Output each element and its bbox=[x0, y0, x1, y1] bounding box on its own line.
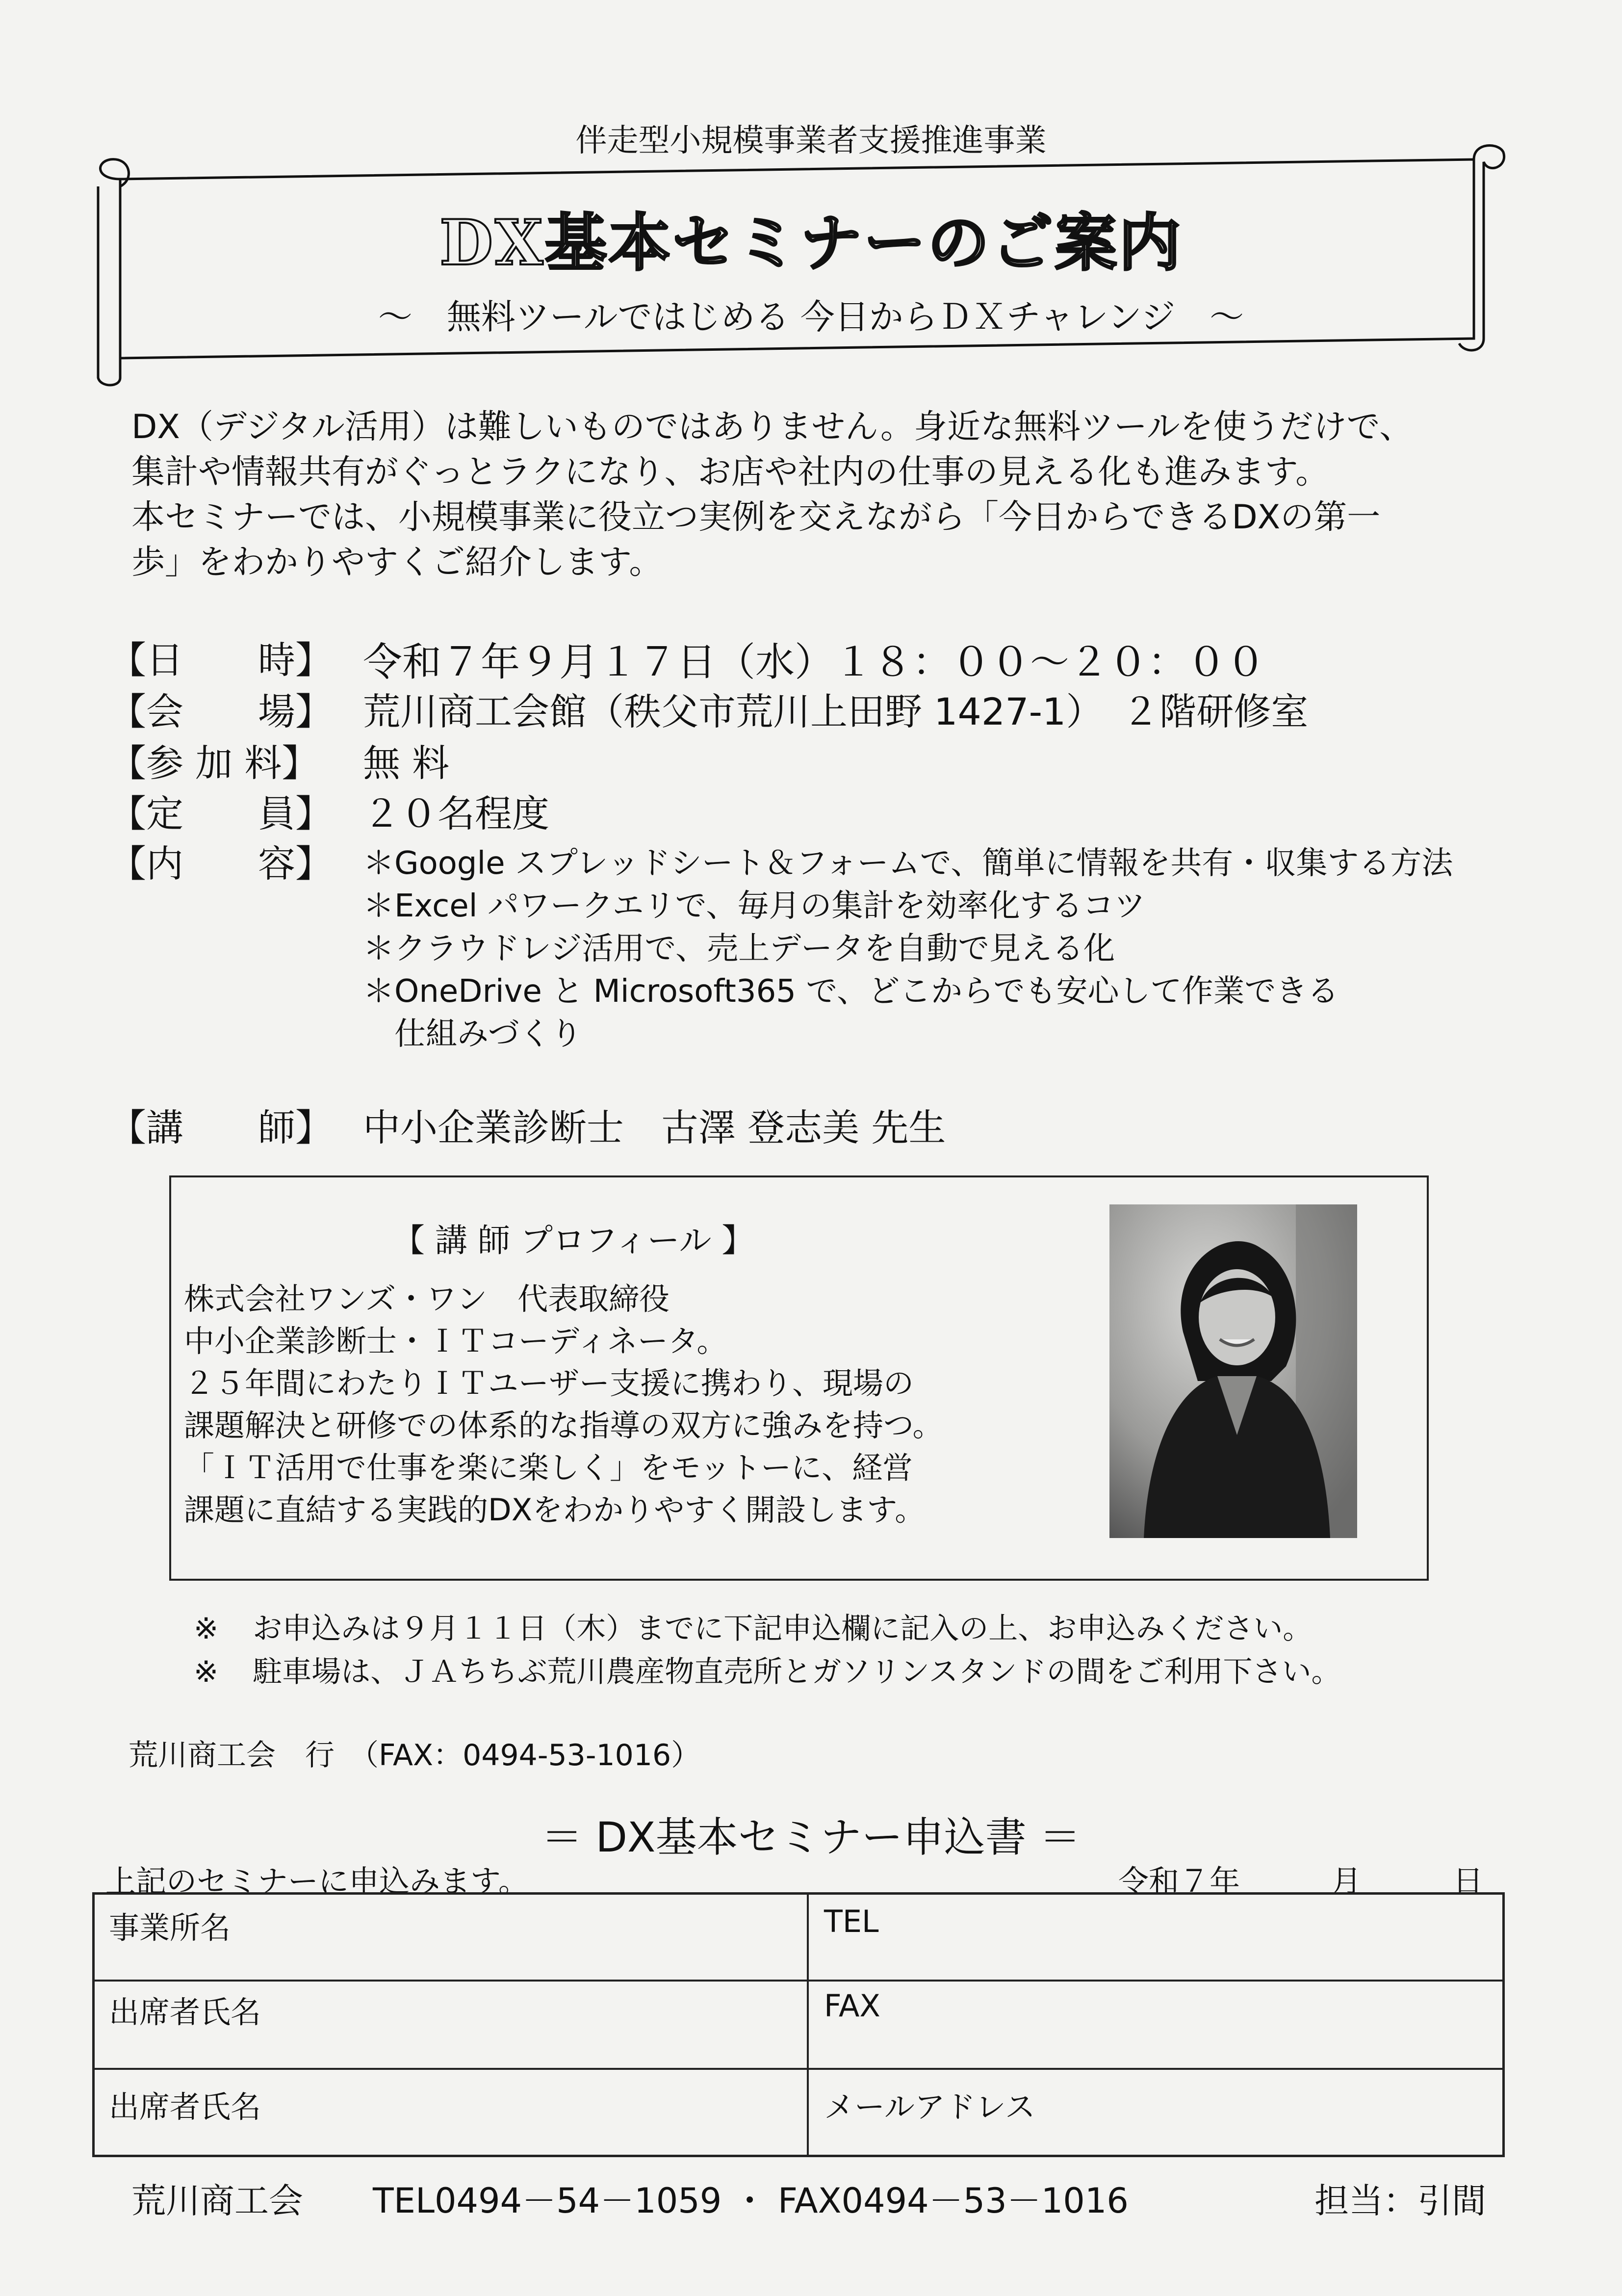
profile-line: ２５年間にわたりＩＴユーザー支援に携わり、現場の bbox=[184, 1365, 914, 1401]
form-date-line: 令和７年 月 日 bbox=[1118, 1863, 1484, 1899]
fee-value: 無 料 bbox=[363, 741, 450, 785]
note-text: お申込みは９月１１日（木）までに下記申込欄に記入の上、お申込みください。 bbox=[253, 1612, 1313, 1646]
attendee-name-field[interactable]: 出席者氏名 bbox=[109, 2089, 261, 2125]
fax-recipient: 荒川商工会 行 （FAX：0494-53-1016） bbox=[129, 1738, 701, 1773]
tel-field[interactable]: TEL bbox=[824, 1904, 879, 1939]
lecturer-value: 中小企業診断士 古澤 登志美 先生 bbox=[363, 1106, 946, 1149]
note-text: 駐車場は、ＪＡちちぶ荒川農産物直売所とガソリンスタンドの間をご利用下さい。 bbox=[253, 1655, 1341, 1689]
profile-line: 課題に直結する実践的DXをわかりやすく開設します。 bbox=[184, 1492, 926, 1528]
content-label: 【内 容】 bbox=[109, 842, 333, 886]
program-name: 伴走型小規模事業者支援推進事業 bbox=[575, 123, 1047, 159]
attendee-name-field[interactable]: 出席者氏名 bbox=[109, 1994, 261, 2030]
fax-field[interactable]: FAX bbox=[824, 1988, 880, 2024]
profile-line: 課題解決と研修での体系的な指導の双方に強みを持つ。 bbox=[184, 1408, 943, 1443]
office-name-field[interactable]: 事業所名 bbox=[109, 1910, 231, 1946]
fee-label: 【参 加 料】 bbox=[109, 741, 319, 785]
content-item: 仕組みづくり bbox=[363, 1016, 582, 1052]
profile-line: 「ＩＴ活用で仕事を楽に楽しく」をモットーに、経営 bbox=[184, 1450, 913, 1486]
intro-line: DX（デジタル活用）は難しいものではありません。身近な無料ツールを使うだけで、 bbox=[131, 408, 1413, 446]
intro-line: 集計や情報共有がぐっとラクになり、お店や社内の仕事の見える化も進みます。 bbox=[131, 453, 1329, 492]
form-column-divider bbox=[807, 1892, 809, 2157]
profile-text bbox=[184, 1278, 943, 1531]
content-item: ＊Google スプレッドシート＆フォームで、簡単に情報を共有・収集する方法 bbox=[363, 845, 1453, 882]
date-value: 令和７年９月１７日（水）１８：００～２０：００ bbox=[363, 639, 1265, 685]
intro-line: 歩」をわかりやすくご紹介します。 bbox=[131, 543, 663, 582]
lecturer-label: 【講 師】 bbox=[109, 1106, 333, 1149]
lecturer-photo bbox=[1109, 1204, 1357, 1538]
content-item: ＊クラウドレジ活用で、売上データを自動で見える化 bbox=[363, 931, 1115, 967]
application-form-table bbox=[92, 1892, 1505, 2157]
footer-contact: TEL0494－54－1059 ・ FAX0494－53－1016 bbox=[373, 2181, 1129, 2221]
profile-title: 【 講 師 プロフィール 】 bbox=[392, 1222, 754, 1259]
note-parking bbox=[194, 1648, 1340, 1691]
profile-line: 中小企業診断士・ＩＴコーディネータ。 bbox=[184, 1323, 727, 1359]
note-mark: ※ bbox=[194, 1655, 219, 1689]
content-item: ＊Excel パワークエリで、毎月の集計を効率化するコツ bbox=[363, 888, 1146, 924]
content-item: ＊OneDrive と Microsoft365 で、どこからでも安心して作業できる bbox=[363, 973, 1339, 1010]
form-row-divider bbox=[92, 1980, 1505, 1982]
intro-paragraph bbox=[131, 405, 1500, 585]
venue-value: 荒川商工会館（秩父市荒川上田野 1427-1） ２階研修室 bbox=[363, 690, 1309, 733]
footer-staff: 担当：引間 bbox=[1314, 2181, 1486, 2221]
note-deadline bbox=[194, 1605, 1312, 1647]
profile-line: 株式会社ワンズ・ワン 代表取締役 bbox=[184, 1281, 670, 1317]
form-lead: 上記のセミナーに申込みます。 bbox=[105, 1863, 529, 1899]
page-title: DX基本セミナーのご案内 bbox=[439, 207, 1183, 279]
page-subtitle: ～ 無料ツールではじめる 今日からＤＸチャレンジ ～ bbox=[378, 297, 1244, 337]
date-label: 【日 時】 bbox=[109, 638, 333, 682]
form-row-divider bbox=[92, 2068, 1505, 2070]
capacity-value: ２０名程度 bbox=[363, 792, 549, 835]
note-mark: ※ bbox=[194, 1612, 219, 1646]
capacity-label: 【定 員】 bbox=[109, 792, 333, 835]
form-title: ＝ DX基本セミナー申込書 ＝ bbox=[541, 1813, 1081, 1861]
venue-label: 【会 場】 bbox=[109, 690, 333, 733]
intro-line: 本セミナーでは、小規模事業に役立つ実例を交えながら「今日からできるDXの第一 bbox=[131, 498, 1381, 537]
email-field[interactable]: メールアドレス bbox=[824, 2089, 1035, 2125]
footer-org: 荒川商工会 bbox=[131, 2181, 303, 2221]
